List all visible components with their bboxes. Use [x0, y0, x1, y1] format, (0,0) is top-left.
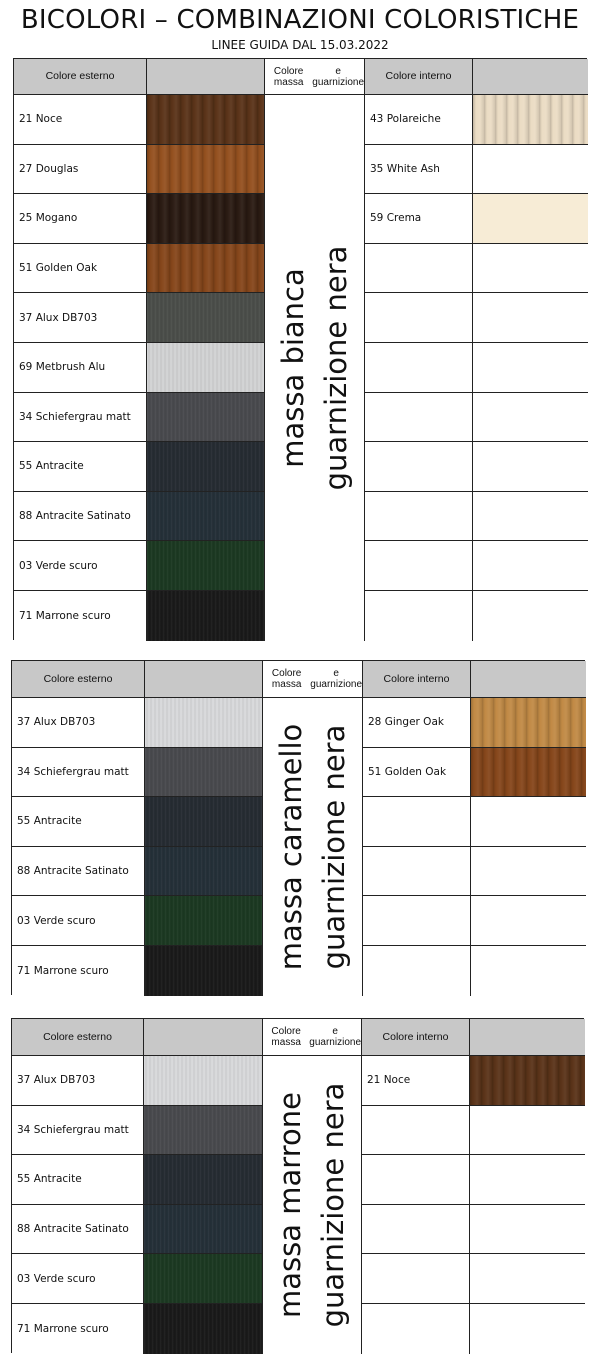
- header-colore-esterno: Colore esterno: [12, 1019, 144, 1056]
- external-color-swatch: [145, 896, 263, 946]
- external-color-label: 71 Marrone scuro: [14, 591, 147, 641]
- color-table: [11, 1018, 584, 1353]
- internal-color-label: [362, 1155, 470, 1205]
- external-color-swatch: [147, 541, 265, 591]
- external-color-label: 37 Alux DB703: [12, 698, 145, 748]
- external-color-swatch: [147, 293, 265, 343]
- internal-color-swatch: [473, 145, 588, 195]
- internal-color-swatch: [473, 194, 588, 244]
- external-color-swatch: [147, 194, 265, 244]
- internal-color-swatch: [473, 393, 588, 443]
- color-table: [13, 58, 587, 640]
- external-color-swatch: [147, 244, 265, 294]
- mass-description: [265, 95, 365, 641]
- external-color-label: 03 Verde scuro: [12, 896, 145, 946]
- internal-color-label: 21 Noce: [362, 1056, 470, 1106]
- internal-color-label: 28 Ginger Oak: [363, 698, 471, 748]
- internal-color-label: 59 Crema: [365, 194, 473, 244]
- header-colore-massa: [263, 661, 363, 698]
- external-color-label: 27 Douglas: [14, 145, 147, 195]
- internal-color-swatch: [470, 1254, 585, 1304]
- internal-color-label: 35 White Ash: [365, 145, 473, 195]
- external-color-label: 34 Schiefergrau matt: [12, 748, 145, 798]
- header-massa-line2: e guarnizione: [312, 65, 365, 88]
- header-massa-line2: e guarnizione: [309, 1026, 362, 1048]
- internal-color-swatch: [471, 698, 586, 748]
- internal-color-swatch: [471, 748, 586, 798]
- external-color-swatch: [145, 698, 263, 748]
- mass-line1: massa caramello: [273, 723, 308, 971]
- external-color-label: 21 Noce: [14, 95, 147, 145]
- mass-description: [263, 698, 363, 996]
- header-colore-interno: Colore interno: [365, 59, 473, 95]
- internal-color-swatch: [470, 1155, 585, 1205]
- internal-color-label: [365, 541, 473, 591]
- internal-color-label: [362, 1254, 470, 1304]
- external-color-label: 03 Verde scuro: [12, 1254, 144, 1304]
- mass-line1: massa marrone: [273, 1091, 307, 1318]
- internal-color-label: [365, 244, 473, 294]
- internal-color-swatch: [473, 591, 588, 641]
- external-color-label: 37 Alux DB703: [12, 1056, 144, 1106]
- header-swatch-blank: [471, 661, 586, 698]
- internal-color-label: [363, 896, 471, 946]
- external-color-swatch: [147, 492, 265, 542]
- color-table: [11, 660, 585, 995]
- internal-color-label: [362, 1304, 470, 1354]
- mass-line2: guarnizione nera: [316, 724, 351, 970]
- header-colore-massa: [265, 59, 365, 95]
- internal-color-label: [365, 293, 473, 343]
- mass-line1: massa bianca: [275, 268, 310, 468]
- external-color-label: 88 Antracite Satinato: [12, 1205, 144, 1255]
- internal-color-swatch: [473, 541, 588, 591]
- page-title: BICOLORI – COMBINAZIONI COLORISTICHE: [20, 5, 580, 35]
- internal-color-swatch: [471, 896, 586, 946]
- mass-line2: guarnizione nera: [316, 1082, 350, 1328]
- external-color-swatch: [144, 1205, 263, 1255]
- external-color-label: 51 Golden Oak: [14, 244, 147, 294]
- internal-color-label: [365, 343, 473, 393]
- internal-color-label: [365, 393, 473, 443]
- external-color-label: 25 Mogano: [14, 194, 147, 244]
- page-subtitle: LINEE GUIDA DAL 15.03.2022: [211, 38, 389, 52]
- mass-rotated-text: [270, 724, 356, 971]
- header-swatch-blank: [144, 1019, 263, 1056]
- external-color-label: 55 Antracite: [14, 442, 147, 492]
- internal-color-swatch: [470, 1205, 585, 1255]
- internal-color-label: [365, 492, 473, 542]
- internal-color-swatch: [473, 343, 588, 393]
- external-color-label: 55 Antracite: [12, 797, 145, 847]
- external-color-swatch: [145, 797, 263, 847]
- header-colore-interno: Colore interno: [362, 1019, 470, 1056]
- internal-color-label: [363, 847, 471, 897]
- internal-color-label: [362, 1205, 470, 1255]
- external-color-swatch: [144, 1106, 263, 1156]
- internal-color-swatch: [470, 1304, 585, 1354]
- external-color-swatch: [147, 591, 265, 641]
- internal-color-label: [365, 442, 473, 492]
- external-color-label: 55 Antracite: [12, 1155, 144, 1205]
- header-swatch-blank: [470, 1019, 585, 1056]
- header-massa-line2: e guarnizione: [310, 668, 363, 690]
- external-color-label: 34 Schiefergrau matt: [12, 1106, 144, 1156]
- external-color-label: 37 Alux DB703: [14, 293, 147, 343]
- header-massa-line1: Colore massa: [273, 65, 304, 88]
- internal-color-swatch: [470, 1106, 585, 1156]
- header-massa-line1: Colore massa: [271, 668, 302, 690]
- external-color-swatch: [144, 1254, 263, 1304]
- internal-color-label: 43 Polareiche: [365, 95, 473, 145]
- external-color-label: 71 Marrone scuro: [12, 1304, 144, 1354]
- header-swatch-blank: [473, 59, 588, 95]
- internal-color-label: 51 Golden Oak: [363, 748, 471, 798]
- internal-color-swatch: [473, 492, 588, 542]
- external-color-label: 71 Marrone scuro: [12, 946, 145, 996]
- external-color-swatch: [147, 95, 265, 145]
- external-color-swatch: [145, 847, 263, 897]
- internal-color-swatch: [473, 293, 588, 343]
- header-colore-esterno: Colore esterno: [12, 661, 145, 698]
- external-color-swatch: [147, 393, 265, 443]
- external-color-swatch: [147, 442, 265, 492]
- header-colore-interno: Colore interno: [363, 661, 471, 698]
- internal-color-swatch: [471, 847, 586, 897]
- internal-color-label: [365, 591, 473, 641]
- external-color-label: 88 Antracite Satinato: [14, 492, 147, 542]
- header-swatch-blank: [145, 661, 263, 698]
- internal-color-swatch: [471, 797, 586, 847]
- internal-color-swatch: [471, 946, 586, 996]
- external-color-swatch: [145, 946, 263, 996]
- external-color-label: 34 Schiefergrau matt: [14, 393, 147, 443]
- external-color-swatch: [147, 343, 265, 393]
- internal-color-label: [363, 946, 471, 996]
- external-color-swatch: [144, 1155, 263, 1205]
- external-color-label: 69 Metbrush Alu: [14, 343, 147, 393]
- mass-rotated-text: [269, 1082, 355, 1327]
- header-colore-esterno: Colore esterno: [14, 59, 147, 95]
- internal-color-swatch: [473, 244, 588, 294]
- header-colore-massa: [263, 1019, 362, 1056]
- external-color-swatch: [145, 748, 263, 798]
- mass-line2: guarnizione nera: [318, 245, 353, 491]
- mass-description: [263, 1056, 362, 1354]
- header-massa-line1: Colore massa: [271, 1026, 301, 1048]
- external-color-swatch: [144, 1304, 263, 1354]
- header-swatch-blank: [147, 59, 265, 95]
- internal-color-swatch: [470, 1056, 585, 1106]
- external-color-swatch: [144, 1056, 263, 1106]
- external-color-swatch: [147, 145, 265, 195]
- internal-color-swatch: [473, 442, 588, 492]
- internal-color-label: [362, 1106, 470, 1156]
- external-color-label: 88 Antracite Satinato: [12, 847, 145, 897]
- external-color-label: 03 Verde scuro: [14, 541, 147, 591]
- internal-color-label: [363, 797, 471, 847]
- mass-rotated-text: [272, 245, 358, 490]
- internal-color-swatch: [473, 95, 588, 145]
